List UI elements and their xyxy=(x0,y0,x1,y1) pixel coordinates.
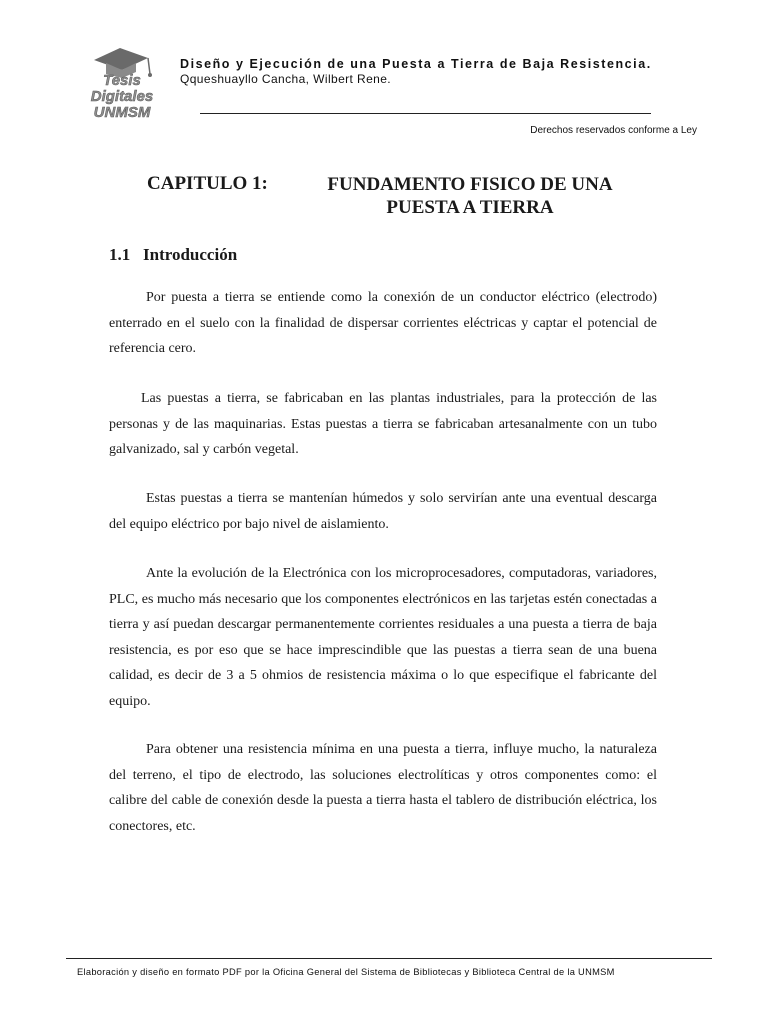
logo-word-3: UNMSM xyxy=(93,104,151,121)
section-heading: 1.1 Introducción xyxy=(109,245,238,264)
chapter-number: CAPITULO 1: xyxy=(147,173,268,194)
tesis-digitales-logo xyxy=(86,44,166,122)
header-divider xyxy=(200,113,651,114)
footer-text: Elaboración y diseño en formato PDF por la Oficina General del Sistema de Bibliotecas y Biblioteca Central de la UNMSM xyxy=(77,967,615,977)
paragraph-2: Las puestas a tierra, se fabricaban en las plantas industriales, para la protección de las personas y de las maquinarias. Estas puestas a tierra se fabricaban artesanalmente con un tubo galvanizado, sal y carbón vegetal. xyxy=(109,391,657,457)
logo-word-2: Digitales xyxy=(90,88,154,105)
footer-divider xyxy=(66,958,712,959)
chapter-title xyxy=(300,173,640,219)
paragraph-3: Estas puestas a tierra se mantenían húmedos y solo servirían ante una eventual descarga del equipo eléctrico por bajo nivel de aislamiento. xyxy=(109,491,657,532)
paragraph-4: Ante la evolución de la Electrónica con los microprocesadores, computadoras, variadores, PLC, es mucho más necesario que los componentes electrónicos en las tarjetas estén conectadas a tierra y así puedan descargar permanentemente corrientes residuales a una puesta a tierra de baja resistencia, es por eso que se hace imprescindible que las puestas a tierra sean de una buena calidad, es decir de 3 a 5 ohmios de resistencia máxima o lo que especifique el fabricante del equipo. xyxy=(109,566,657,709)
graduation-cap-icon xyxy=(86,44,166,122)
paragraph-5: Para obtener una resistencia mínima en una puesta a tierra, influye mucho, la naturaleza del terreno, el tipo de electrodo, las soluciones electrolíticas y otros componentes como: el calibre del cable de conexión desde la puesta a tierra hasta el tablero de distribución eléctrica, los conectores, etc. xyxy=(109,742,657,834)
logo-word-1: Tesis xyxy=(103,72,141,89)
chapter-title-line-2: PUESTA A TIERRA xyxy=(386,197,554,218)
document-author: Qqueshuayllo Cancha, Wilbert Rene. xyxy=(180,72,392,86)
paragraph-1: Por puesta a tierra se entiende como la conexión de un conductor eléctrico (electrodo) enterrado en el suelo con la finalidad de dispersar corrientes eléctricas y captar el potencial de referencia cero. xyxy=(109,290,657,356)
rights-notice: Derechos reservados conforme a Ley xyxy=(530,125,697,136)
document-title: Diseño y Ejecución de una Puesta a Tierra de Baja Resistencia. xyxy=(180,57,652,71)
chapter-title-line-1: FUNDAMENTO FISICO DE UNA xyxy=(327,174,613,195)
